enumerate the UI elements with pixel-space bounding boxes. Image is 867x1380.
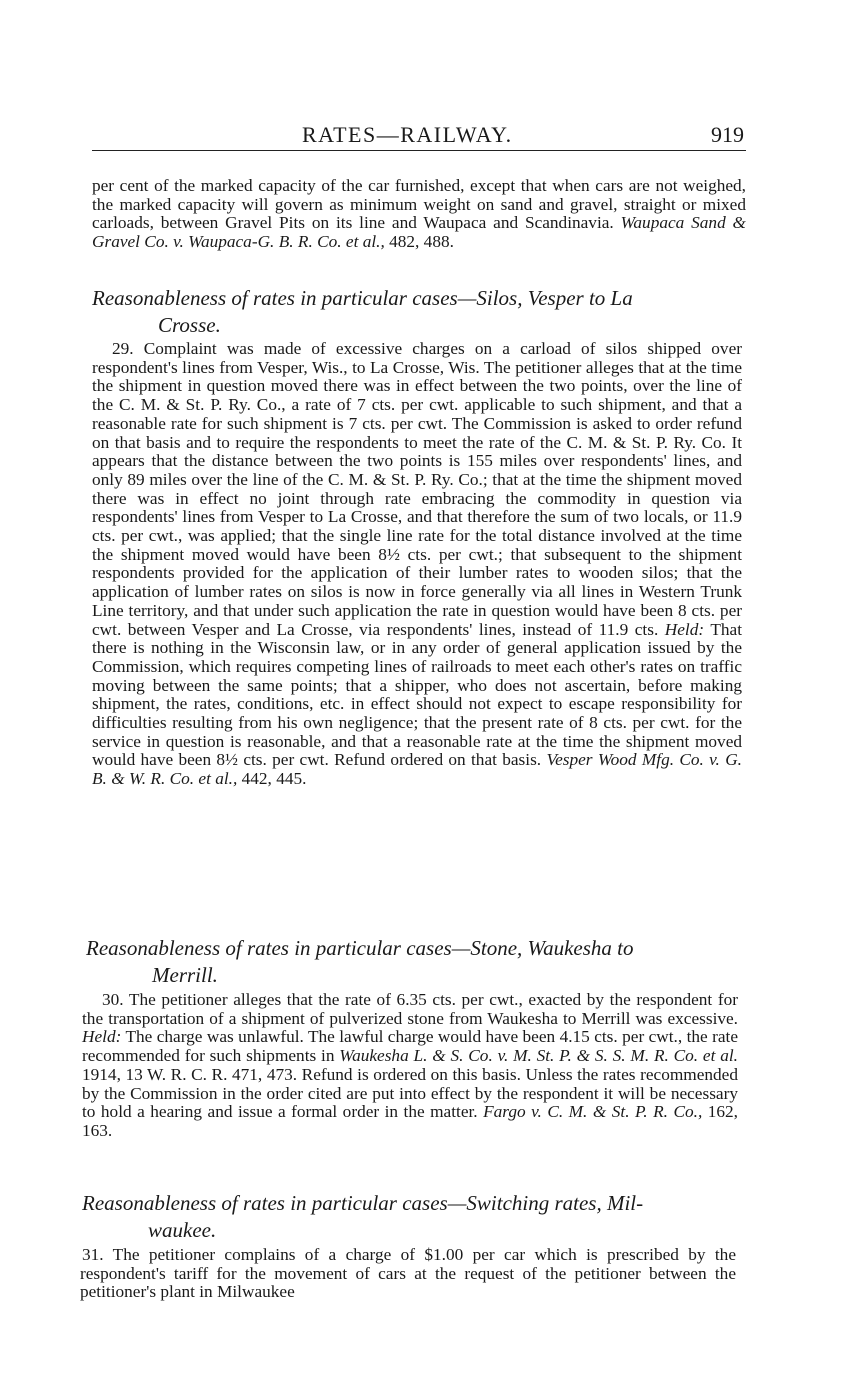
held-text: That there is nothing in the Wisconsin law, or in any order of general application issued by the Commission, which requires competing lines of railroads to meet each other's rates on traffic moving between the same points; that a shipper, who does not ascertain, before making shipment, the rates, conditions, etc. in effect should not expect to escape responsibility for difficulties resulting from his own negligence; that the present rate of 8 cts. per cwt. for the service in question is reasonable, and that a reasonable rate at the time the shipment moved would have been 8½ cts. per cwt. Refund ordered on that basis.	[92, 619, 742, 770]
case-citation: Fargo v. C. M. & St. P. R. Co.,	[483, 1102, 703, 1122]
paragraph-text: 31. The petitioner complains of a charge of $1.00 per car which is prescribed by the respondent's tariff for the movement of cars at the request of the petitioner between the petitioner's plant in Milwaukee	[80, 1245, 736, 1302]
heading-line-2: waukee.	[148, 1218, 217, 1242]
inline-citation-text: 1914, 13 W. R. C. R. 471, 473. Refund is ordered on this basis. Unless the rates recommended by the Commission in the order cited are put into effect by the respondent it will be necessary to hold a hearing and issue a formal order in the matter.	[82, 1064, 738, 1122]
heading-line-1: Reasonableness of rates in particular cases—Stone, Waukesha to	[86, 936, 634, 960]
case-citation: Waupaca Sand & Gravel Co. v. Waupaca-G. B. R. Co. et al.,	[92, 213, 747, 252]
header-rule	[92, 150, 746, 151]
continued-paragraph	[92, 177, 746, 252]
held-label: Held:	[82, 1027, 122, 1047]
heading-line-2: Merrill.	[152, 963, 218, 987]
page-number: 919	[711, 122, 744, 147]
section-heading-stone	[86, 935, 746, 989]
paragraph-31	[80, 1246, 736, 1302]
paragraph-text: 29. Complaint was made of excessive charges on a carload of silos shipped over respondent's lines from Vesper, Wis., to La Crosse, Wis. The petitioner alleges that at the time the shipment in question moved there was in effect between the two points, over the line of the C. M. & St. P. Ry. Co., a rate of 7 cts. per cwt. applicable to such shipment, and that a reasonable rate for such shipment is 7 cts. per cwt. The Commission is asked to order refund on that basis and to require the respondents to meet the rate of the C. M. & St. P. Ry. Co. It appears that the distance between the two points is 155 miles over respondents' lines, and only 89 miles over the line of the C. M. & St. P. Ry. Co.; that at the time the shipment moved there was in effect no joint through rate embracing the commodity in question via respondents' lines from Vesper to La Crosse, and that therefore the sum of two locals, or 11.9 cts. per cwt., was applied; that the single line rate for the total distance involved at the time the shipment moved would have been 8½ cts. per cwt.; that subsequent to the shipment respondents provided for the application of their lumber rates to wooden silos; that the application of lumber rates on silos is now in force generally via all lines in Western Trunk Line territory, and that under such application the rate in question would have been 8 cts. per cwt. between Vesper and La Crosse, via respondents' lines, instead of 11.9 cts.	[92, 339, 742, 639]
paragraph-29	[92, 340, 742, 789]
heading-line-1: Reasonableness of rates in particular cases—Switching rates, Mil-	[82, 1191, 644, 1215]
citation-pages: 162, 163.	[82, 1102, 738, 1140]
paragraph-text: per cent of the marked capacity of the car furnished, except that when cars are not weighed, the marked capacity will govern as minimum weight on sand and gravel, straight or mixed carloads, between Gravel Pits on its line and Waupaca and Scandinavia.	[92, 176, 746, 233]
held-text: The charge was unlawful. The lawful charge would have been 4.15 cts. per cwt., the rate recommended for such shipments in	[82, 1027, 738, 1066]
case-citation: Vesper Wood Mfg. Co. v. G. B. & W. R. Co. et al.,	[92, 750, 742, 789]
paragraph-30	[82, 991, 738, 1141]
citation-pages: 442, 445.	[241, 769, 307, 789]
heading-line-1: Reasonableness of rates in particular cases—Silos, Vesper to La	[92, 286, 633, 310]
paragraph-text: 30. The petitioner alleges that the rate of 6.35 cts. per cwt., exacted by the respondent for the transportation of a shipment of pulverized stone from Waukesha to Merrill was excessive.	[82, 990, 738, 1028]
held-label: Held:	[664, 619, 705, 639]
section-heading-switching	[82, 1190, 742, 1244]
citation-pages: 482, 488.	[389, 232, 454, 252]
page-header	[92, 122, 744, 152]
running-head: RATES—RAILWAY.	[302, 122, 513, 147]
heading-line-2: Crosse.	[158, 313, 221, 337]
section-heading-silos	[92, 285, 752, 339]
inline-citation: Waukesha L. & S. Co. v. M. St. P. & S. S. M. R. Co. et al.	[339, 1046, 738, 1066]
